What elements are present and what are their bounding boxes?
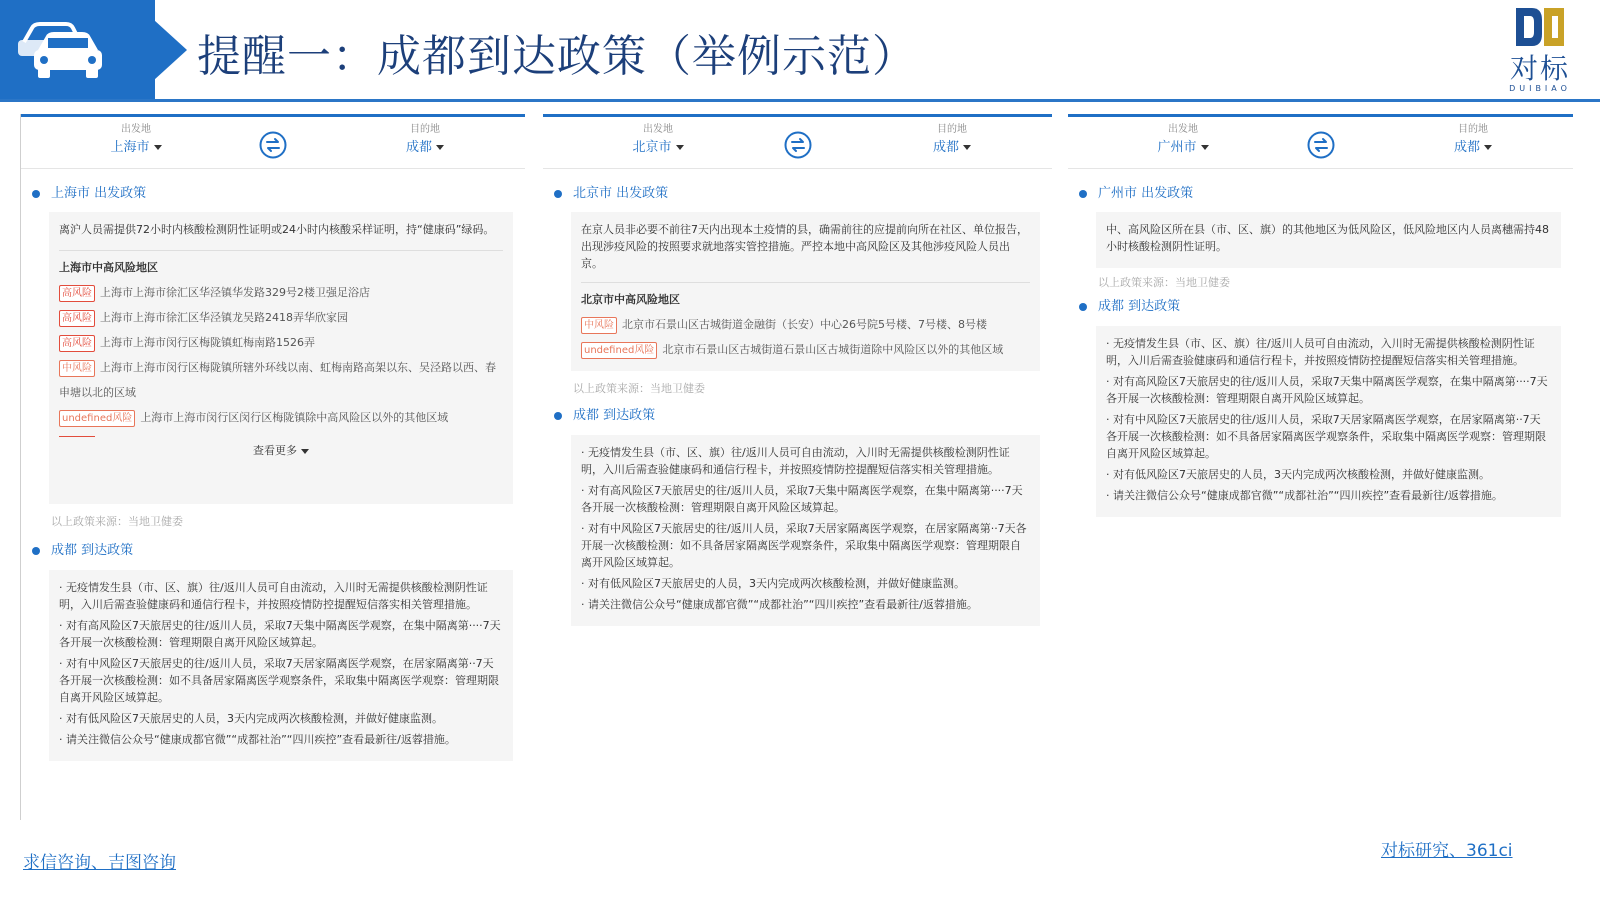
risk-tag-undefined: undefined风险	[581, 342, 657, 359]
risk-area-text: 上海市上海市徐汇区华泾镇龙吴路2418弄华欣家园	[100, 311, 348, 324]
truncated-item-edge	[59, 436, 95, 439]
origin-dropdown[interactable]	[76, 137, 196, 159]
car-icon	[18, 20, 102, 80]
divider	[59, 250, 503, 251]
departure-policy-label: 广州市 出发政策	[1098, 186, 1194, 201]
origin-value: 上海市	[110, 140, 150, 155]
origin-selector[interactable]	[76, 123, 196, 159]
chevron-down-icon	[1484, 145, 1492, 150]
arrival-policy-title	[543, 405, 1052, 427]
slide-title: 提醒一：成都到达政策（举例示范）	[197, 31, 917, 82]
chevron-down-icon	[154, 145, 162, 150]
risk-area-item	[59, 405, 503, 430]
risk-area-text: 北京市石景山区古城街道石景山区古城街道除中风险区以外的其他区域	[662, 343, 1004, 356]
risk-tag-high: 高风险	[59, 285, 95, 302]
departure-policy-title	[1068, 183, 1573, 205]
risk-area-text: 北京市石景山区古城街道金融街（长安）中心26号院5号楼、7号楼、8号楼	[622, 318, 987, 331]
departure-policy-text: 中、高风险区所在县（市、区、旗）的其他地区为低风险区，低风险地区内人员离穗需持48小时核酸检测阴性证明。	[1106, 223, 1549, 253]
swap-icon[interactable]	[1307, 131, 1335, 159]
destination-selector[interactable]	[1413, 123, 1533, 159]
arrival-policy-title	[1068, 296, 1573, 318]
arrival-policy-item: · 无疫情发生县（市、区、旗）往/返川人员可自由流动，入川时无需提供核酸检测阴性证明，入川后需查验健康码和通信行程卡，并按照疫情防控提醒短信落实相关管理措施。	[581, 446, 1010, 476]
arrival-policy-item: · 对有高风险区7天旅居史的往/返川人员，采取7天集中隔离医学观察，在集中隔离第····7天各开展一次核酸检测：管理期限自离开风险区域算起。	[1106, 375, 1548, 405]
origin-selector[interactable]	[1123, 123, 1243, 159]
risk-area-item	[581, 337, 1030, 362]
risk-area-text: 上海市上海市徐汇区华泾镇华发路329号2楼卫强足浴店	[100, 286, 370, 299]
destination-selector[interactable]	[892, 123, 1012, 159]
header-divider	[0, 99, 1600, 102]
arrival-policy-item: · 请关注微信公众号“健康成都官微”“成都社治”“四川疾控”查看最新往/返蓉措施。	[59, 733, 456, 746]
arrival-policy-box	[1096, 326, 1561, 517]
policy-panel-guangzhou	[1068, 114, 1573, 599]
risk-tag-undefined: undefined风险	[59, 410, 135, 427]
departure-policy-title	[21, 183, 525, 205]
arrival-policy-label: 成都 到达政策	[573, 408, 656, 423]
risk-area-item	[59, 355, 503, 405]
bullet-dot-icon	[1079, 303, 1087, 311]
divider	[581, 282, 1030, 283]
route-selector	[21, 114, 525, 169]
destination-selector[interactable]	[365, 123, 485, 159]
origin-value: 北京市	[632, 140, 672, 155]
brand-mark-icon	[1512, 4, 1568, 50]
arrival-policy-label: 成都 到达政策	[51, 543, 134, 558]
arrival-policy-item: · 对有中风险区7天旅居史的往/返川人员，采取7天居家隔离医学观察，在居家隔离第··7天各开展一次核酸检测：如不具备居家隔离医学观察条件，采取集中隔离医学观察：管理期限自离开风险区域算起。	[1106, 413, 1546, 460]
risk-tag-medium: 中风险	[581, 317, 617, 334]
route-selector	[1068, 114, 1573, 169]
departure-policy-box	[1096, 212, 1561, 268]
chevron-down-icon	[301, 449, 309, 454]
departure-policy-label: 北京市 出发政策	[573, 186, 669, 201]
risk-area-heading: 北京市中高风险地区	[581, 293, 680, 306]
slide-header	[0, 0, 1600, 101]
destination-value: 成都	[1453, 140, 1480, 155]
header-accent-arrow	[132, 0, 187, 100]
origin-caption: 出发地	[121, 124, 151, 135]
risk-tag-medium: 中风险	[59, 360, 95, 377]
brand-name: 对标	[1509, 52, 1570, 85]
footer-link-right[interactable]: 对标研究、361ci	[1381, 841, 1513, 861]
swap-icon[interactable]	[259, 131, 287, 159]
origin-selector[interactable]	[598, 123, 718, 159]
origin-dropdown[interactable]	[1123, 137, 1243, 159]
bullet-dot-icon	[1079, 190, 1087, 198]
bullet-dot-icon	[32, 547, 40, 555]
chevron-down-icon	[676, 145, 684, 150]
arrival-policy-item: · 对有高风险区7天旅居史的往/返川人员，采取7天集中隔离医学观察，在集中隔离第····7天各开展一次核酸检测：管理期限自离开风险区域算起。	[59, 619, 501, 649]
risk-area-item	[59, 280, 503, 305]
bullet-dot-icon	[32, 190, 40, 198]
policy-panel-shanghai	[20, 114, 525, 820]
departure-policy-title	[543, 183, 1052, 205]
arrival-policy-item: · 请关注微信公众号“健康成都官微”“成都社治”“四川疾控”查看最新往/返蓉措施。	[1106, 489, 1503, 502]
brand-logo	[1495, 4, 1585, 98]
arrival-policy-item: · 请关注微信公众号“健康成都官微”“成都社治”“四川疾控”查看最新往/返蓉措施。	[581, 598, 978, 611]
arrival-policy-item: · 无疫情发生县（市、区、旗）往/返川人员可自由流动，入川时无需提供核酸检测阴性证明，入川后需查验健康码和通信行程卡，并按照疫情防控提醒短信落实相关管理措施。	[59, 581, 488, 611]
origin-dropdown[interactable]	[598, 137, 718, 159]
risk-area-item	[59, 305, 503, 330]
destination-caption: 目的地	[1458, 124, 1488, 135]
risk-area-item	[59, 330, 503, 355]
destination-dropdown[interactable]	[1413, 137, 1533, 159]
swap-icon[interactable]	[784, 131, 812, 159]
destination-dropdown[interactable]	[892, 137, 1012, 159]
arrival-policy-item: · 对有高风险区7天旅居史的往/返川人员，采取7天集中隔离医学观察，在集中隔离第····7天各开展一次核酸检测：管理期限自离开风险区域算起。	[581, 484, 1023, 514]
arrival-policy-box	[49, 570, 513, 761]
destination-caption: 目的地	[937, 124, 967, 135]
destination-value: 成都	[932, 140, 959, 155]
arrival-policy-item: · 对有中风险区7天旅居史的往/返川人员，采取7天居家隔离医学观察，在居家隔离第··7天各开展一次核酸检测：如不具备居家隔离医学观察条件，采取集中隔离医学观察：管理期限自离开风险区域算起。	[59, 657, 499, 704]
departure-policy-text: 在京人员非必要不前往7天内出现本土疫情的县，确需前往的应提前向所在社区、单位报告，出现涉疫风险的按照要求就地落实管控措施。严控本地中高风险区及其他涉疫风险人员出京。	[581, 223, 1028, 270]
arrival-policy-title	[21, 540, 525, 562]
arrival-policy-box	[571, 435, 1040, 626]
chevron-down-icon	[963, 145, 971, 150]
risk-tag-high: 高风险	[59, 335, 95, 352]
policy-source: 以上政策来源：当地卫健委	[573, 382, 705, 395]
route-selector	[543, 114, 1052, 169]
destination-caption: 目的地	[410, 124, 440, 135]
policy-source: 以上政策来源：当地卫健委	[51, 515, 183, 528]
policy-source: 以上政策来源：当地卫健委	[1098, 276, 1230, 289]
departure-policy-label: 上海市 出发政策	[51, 186, 147, 201]
destination-value: 成都	[405, 140, 432, 155]
risk-area-text: 上海市上海市闵行区闵行区梅陇镇除中高风险区以外的其他区域	[140, 411, 449, 424]
risk-area-text: 上海市上海市闵行区梅陇镇虹梅南路1526弄	[100, 336, 315, 349]
arrival-policy-label: 成都 到达政策	[1098, 299, 1181, 314]
bullet-dot-icon	[554, 412, 562, 420]
risk-area-text: 上海市上海市闵行区梅陇镇所辖外环线以南、虹梅南路高架以东、吴泾路以西、春申塘以北的区域	[59, 361, 496, 399]
bullet-dot-icon	[554, 190, 562, 198]
origin-caption: 出发地	[643, 124, 673, 135]
arrival-policy-item: · 无疫情发生县（市、区、旗）往/返川人员可自由流动，入川时无需提供核酸检测阴性证明，入川后需查验健康码和通信行程卡，并按照疫情防控提醒短信落实相关管理措施。	[1106, 337, 1535, 367]
view-more-button[interactable]	[59, 441, 503, 461]
arrival-policy-item: · 对有低风险区7天旅居史的人员，3天内完成两次核酸检测，并做好健康监测。	[59, 712, 443, 725]
policy-panel-beijing	[543, 114, 1052, 739]
arrival-policy-item: · 对有中风险区7天旅居史的往/返川人员，采取7天居家隔离医学观察，在居家隔离第··7天各开展一次核酸检测：如不具备居家隔离医学观察条件，采取集中隔离医学观察：管理期限自离开风险区域算起。	[581, 522, 1027, 569]
view-more-label: 查看更多	[253, 444, 297, 457]
departure-policy-box	[571, 212, 1040, 371]
risk-tag-high: 高风险	[59, 310, 95, 327]
arrival-policy-item: · 对有低风险区7天旅居史的人员，3天内完成两次核酸检测，并做好健康监测。	[1106, 468, 1490, 481]
footer-link-left[interactable]: 求信咨询、吉图咨询	[23, 853, 176, 873]
chevron-down-icon	[1201, 145, 1209, 150]
departure-policy-text: 离沪人员需提供72小时内核酸检测阴性证明或24小时内核酸采样证明，持“健康码”绿码。	[59, 223, 495, 236]
brand-en: DUIBIAO	[1509, 84, 1571, 93]
destination-dropdown[interactable]	[365, 137, 485, 159]
origin-value: 广州市	[1157, 140, 1197, 155]
chevron-down-icon	[436, 145, 444, 150]
departure-policy-box	[49, 212, 513, 504]
risk-area-heading: 上海市中高风险地区	[59, 261, 158, 274]
origin-caption: 出发地	[1168, 124, 1198, 135]
risk-area-item	[581, 312, 1030, 337]
arrival-policy-item: · 对有低风险区7天旅居史的人员，3天内完成两次核酸检测，并做好健康监测。	[581, 577, 965, 590]
